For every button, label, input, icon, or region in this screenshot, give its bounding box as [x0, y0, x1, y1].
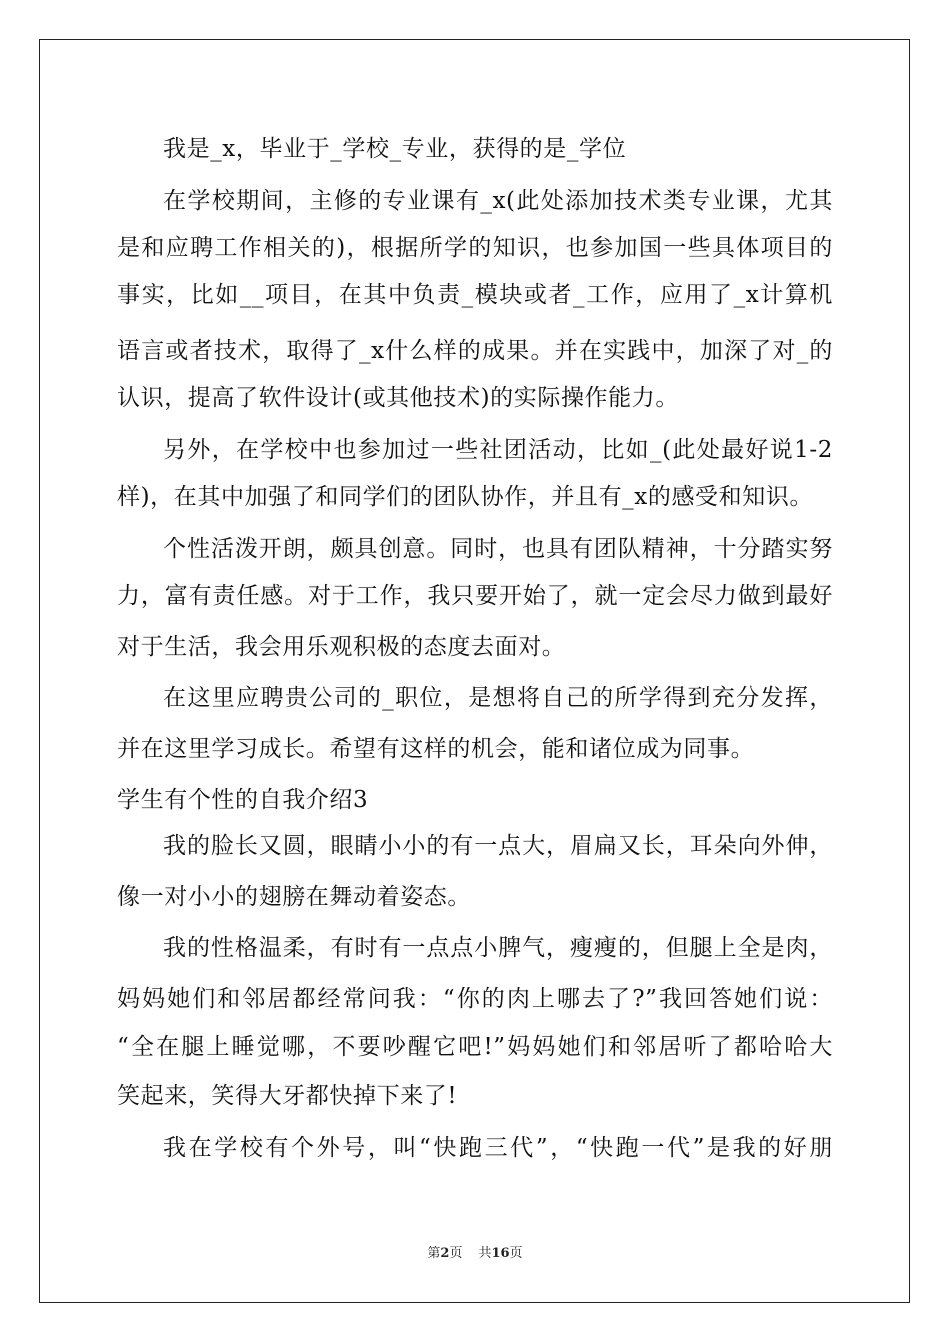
- paragraph-line: 像一对小小的翅膀在舞动着姿态。: [117, 884, 471, 910]
- paragraph-line: 语言或者技术，取得了_x什么样的成果。并在实践中，加深了对_的: [117, 338, 833, 364]
- paragraph-line: 我是_x，毕业于_学校_专业，获得的是_学位: [163, 136, 627, 162]
- page-footer: [0, 1245, 950, 1263]
- paragraph-line: 我在学校有个外号，叫“快跑三代”，“快跑一代”是我的好朋: [163, 1135, 833, 1161]
- paragraph-line: 是和应聘工作相关的)，根据所学的知识，也参加国一些具体项目的: [117, 235, 833, 261]
- total-label-prefix: 共: [478, 1246, 492, 1261]
- paragraph-line: 力，富有责任感。对于工作，我只要开始了，就一定会尽力做到最好: [117, 583, 833, 609]
- paragraph-line: 并在这里学习成长。希望有这样的机会，能和诸位成为同事。: [117, 736, 755, 762]
- paragraph-line: 妈妈她们和邻居都经常问我：“你的肉上哪去了?”我回答她们说：: [117, 986, 833, 1012]
- paragraph-line: 笑起来，笑得大牙都快掉下来了!: [117, 1083, 458, 1109]
- page-label-prefix: 第: [427, 1246, 441, 1261]
- paragraph-line: 认识，提高了软件设计(或其他技术)的实际操作能力。: [117, 385, 679, 411]
- paragraph-line: 样)，在其中加强了和同学们的团队协作，并且有_x的感受和知识。: [117, 484, 814, 510]
- paragraph-line: 对于生活，我会用乐观积极的态度去面对。: [117, 634, 566, 660]
- section-heading: 学生有个性的自我介绍3: [117, 787, 369, 813]
- paragraph-line: 我的性格温柔，有时有一点点小脾气，瘦瘦的，但腿上全是肉，: [163, 935, 833, 961]
- page-number: 2: [440, 1246, 450, 1261]
- page-label-suffix: 页: [449, 1246, 463, 1261]
- page-border: [39, 39, 910, 1303]
- paragraph-line: 在学校期间，主修的专业课有_x(此处添加技术类专业课，尤其: [163, 188, 833, 214]
- paragraph-line: “全在腿上睡觉哪，不要吵醒它吧!”妈妈她们和邻居听了都哈哈大: [117, 1034, 833, 1060]
- paragraph-line: 个性活泼开朗，颇具创意。同时，也具有团队精神，十分踏实努: [163, 536, 833, 562]
- total-pages: 16: [491, 1246, 510, 1261]
- paragraph-line: 在这里应聘贵公司的_职位，是想将自己的所学得到充分发挥，: [163, 685, 833, 711]
- paragraph-line: 我的脸长又圆，眼睛小小的有一点大，眉扁又长，耳朵向外伸，: [163, 833, 833, 859]
- total-label-suffix: 页: [509, 1246, 523, 1261]
- paragraph-line: 事实，比如__项目，在其中负责_模块或者_工作，应用了_x计算机: [117, 282, 833, 308]
- paragraph-line: 另外，在学校中也参加过一些社团活动，比如_(此处最好说1-2: [163, 437, 833, 463]
